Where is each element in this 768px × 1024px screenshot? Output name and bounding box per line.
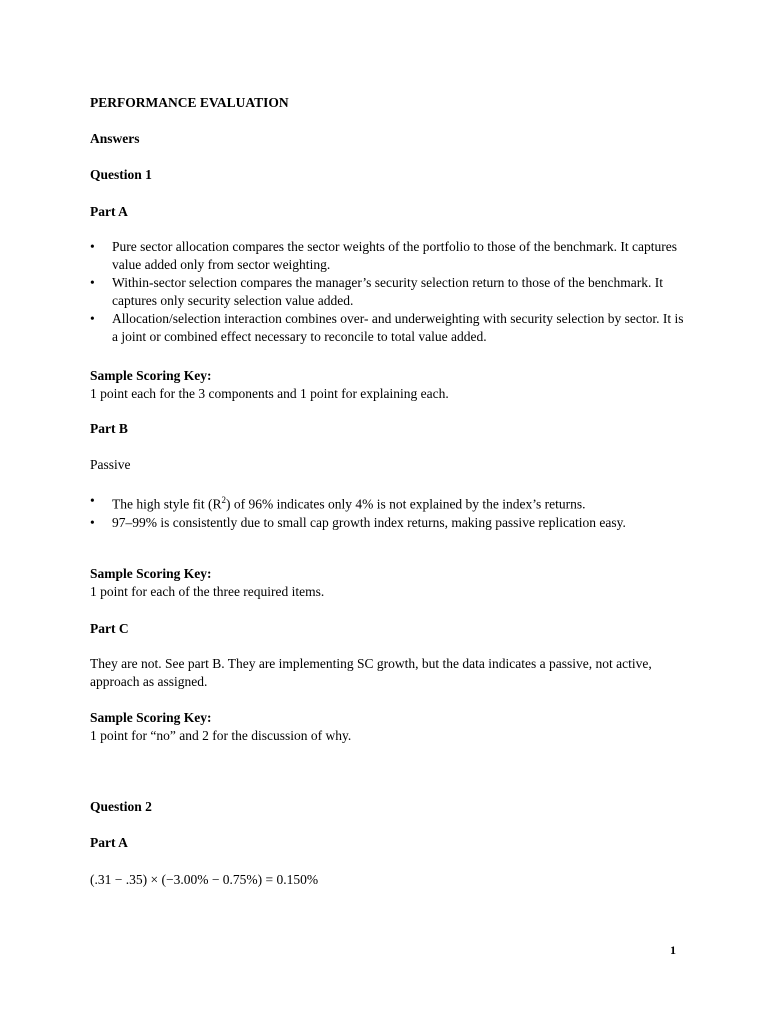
scoring-key-text: 1 point for “no” and 2 for the discussion of why.	[90, 728, 352, 743]
document-title: PERFORMANCE EVALUATION	[90, 95, 289, 110]
scoring-key-label: Sample Scoring Key:	[90, 710, 212, 725]
list-item: • The high style fit $(R^2)$ of 96% indicates only 4% is not explained by the index’s returns.	[90, 493, 586, 512]
q1-part-c-scoring-key	[90, 709, 690, 745]
q1-part-b-intro: Passive	[90, 457, 131, 472]
bullet-icon: •	[90, 275, 95, 290]
bullet-icon: •	[90, 493, 95, 508]
list-item: • Allocation/selection interaction combines over- and underweighting with security selection by sector. It is a joint or combined effect necessary to reconcile to total value added.	[90, 311, 684, 344]
question-2-heading: Question 2	[90, 799, 152, 814]
bullet-icon: •	[90, 311, 95, 326]
q2-part-a-heading: Part A	[90, 835, 128, 850]
q1-part-b-heading: Part B	[90, 421, 128, 436]
q1-part-b-scoring-key	[90, 565, 690, 601]
bullet-icon: •	[90, 239, 95, 254]
q1-part-c-heading: Part C	[90, 621, 129, 636]
answers-heading: Answers	[90, 131, 140, 146]
q1-part-b-bullet-list	[90, 492, 690, 533]
list-item: • Within-sector selection compares the manager’s security selection return to those of the benchmark. It captures only security selection value added.	[90, 275, 664, 308]
bullet-icon: •	[90, 515, 95, 530]
q1-part-a-bullet-list	[90, 238, 690, 346]
q1-part-c-text: They are not. See part B. They are implementing SC growth, but the data indicates a passive, not active, approach as assigned.	[90, 656, 652, 689]
scoring-key-text: 1 point for each of the three required items.	[90, 584, 325, 599]
scoring-key-text: 1 point each for the 3 components and 1 point for explaining each.	[90, 386, 449, 401]
scoring-key-label: Sample Scoring Key:	[90, 368, 212, 383]
list-item: • 97–99% is consistently due to small cap growth index returns, making passive replication easy.	[90, 515, 626, 530]
q1-part-a-scoring-key	[90, 367, 690, 403]
q1-part-a-heading: Part A	[90, 204, 128, 219]
question-1-heading: Question 1	[90, 167, 152, 182]
scoring-key-label: Sample Scoring Key:	[90, 566, 212, 581]
list-item: • Pure sector allocation compares the sector weights of the portfolio to those of the benchmark. It captures value added only from sector weighting.	[90, 239, 677, 272]
page-number: 1	[670, 943, 676, 957]
q2-part-a-formula: (.31 − .35) × (−3.00% − 0.75%) = 0.150%	[90, 872, 319, 887]
